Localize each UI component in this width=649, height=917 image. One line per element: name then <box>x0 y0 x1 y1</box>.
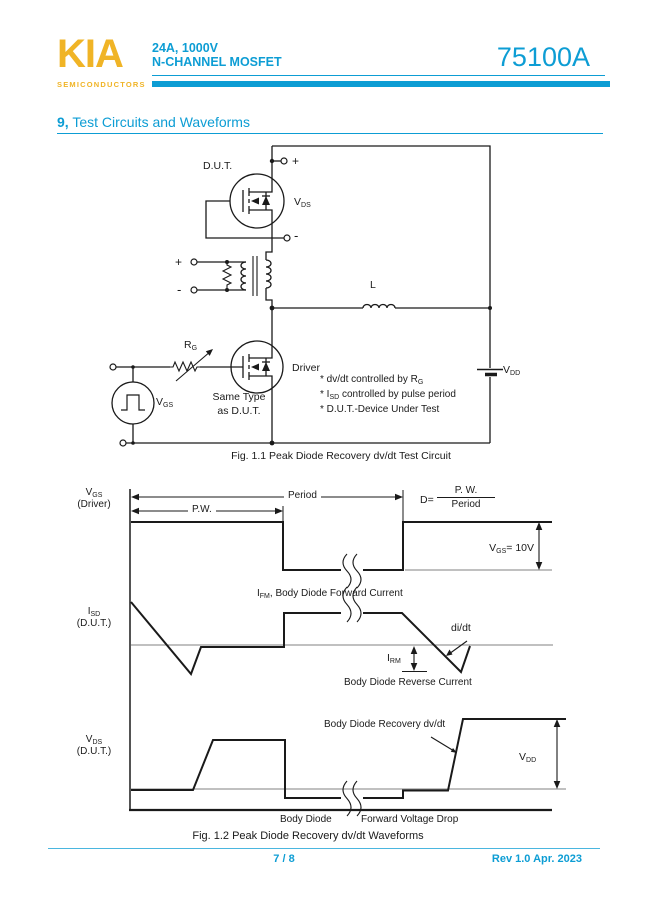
vds-sub: DS <box>301 202 311 209</box>
brand-logo-subtext: SEMICONDUCTORS <box>57 80 146 89</box>
page-number: 7 / 8 <box>273 853 295 865</box>
ifm-base: I <box>257 588 260 599</box>
note-isd-a: * I <box>320 389 330 400</box>
duty-fraction-num: P. W. <box>437 485 495 498</box>
ifm-sub: FM <box>259 593 270 600</box>
vdd-base: V <box>503 364 511 376</box>
driver-label: Driver <box>292 362 320 374</box>
isd-axis-paren: (D.U.T.) <box>76 618 112 629</box>
vds-axis-symbol <box>60 734 128 746</box>
reverse-current-label: Body Diode Reverse Current <box>344 677 472 688</box>
circuit-notes <box>320 372 456 417</box>
vds-axis-label <box>60 734 128 758</box>
vgs-source-label <box>156 396 173 408</box>
fwd-drop-label: Forward Voltage Drop <box>361 814 459 825</box>
vgs-base: V <box>156 396 164 408</box>
xfmr-plus-label: + <box>175 255 183 269</box>
vds-axis-sub: DS <box>92 739 103 746</box>
vgs-axis-paren: (Driver) <box>77 499 111 510</box>
vds-label <box>294 196 311 208</box>
isd-axis-label <box>60 606 128 630</box>
vds-base: V <box>294 196 302 208</box>
note-isd-sub: SD <box>329 394 340 401</box>
fig1-caption: Fig. 1.1 Peak Diode Recovery dv/dt Test Circuit <box>231 450 451 462</box>
vdd-waveform-label <box>519 751 536 763</box>
isd-axis-sub: SD <box>90 611 101 618</box>
body-diode-label: Body Diode <box>280 814 332 825</box>
revision-label: Rev 1.0 Apr. 2023 <box>491 853 582 865</box>
ifm-label <box>257 588 403 599</box>
rg-base: R <box>184 339 192 351</box>
section-title-text: Test Circuits and Waveforms <box>72 114 250 130</box>
inductor <box>363 305 395 308</box>
note-dvdt <box>320 372 456 387</box>
didt-label: di/dt <box>451 622 471 634</box>
vds-axis-paren: (D.U.T.) <box>76 746 112 757</box>
terminal-plus-label: + <box>292 154 300 168</box>
same-type-line1: Same Type <box>212 391 266 403</box>
note-isd <box>320 387 456 402</box>
terminal-minus-label: - <box>294 228 299 243</box>
duty-fraction <box>437 485 495 510</box>
vds-waveform <box>131 719 566 816</box>
vdd-sub: DD <box>510 370 521 377</box>
device-spec-line2: N-CHANNEL MOSFET <box>152 55 282 69</box>
isd-waveform <box>131 587 553 674</box>
vgs10-sub: GS <box>496 548 507 555</box>
vgs10-rest: = 10V <box>506 542 534 554</box>
duty-fraction-den: Period <box>451 499 481 510</box>
note-dut: * D.U.T.-Device Under Test <box>320 404 440 415</box>
vdd-battery <box>477 370 503 375</box>
rg-sub: G <box>191 345 198 352</box>
irm-sub: RM <box>389 658 401 665</box>
vdd-wf-base: V <box>519 751 527 763</box>
note-dvdt-sub: G <box>417 379 424 386</box>
period-label: Period <box>284 490 321 501</box>
vgs-axis-symbol <box>60 487 128 499</box>
footer-rule <box>48 848 600 849</box>
same-type-line2: as D.U.T. <box>217 404 261 417</box>
section-number: 9, <box>57 114 69 130</box>
dut-label: D.U.T. <box>203 160 233 172</box>
vdd-label <box>503 364 520 376</box>
duty-eq-label: D= <box>420 494 434 506</box>
vgs-axis-label <box>60 487 128 511</box>
vdd-wf-sub: DD <box>526 757 537 764</box>
isd-axis-base: I <box>87 606 91 617</box>
vgs-pulse-source <box>112 382 154 424</box>
waveform-axes <box>129 489 552 810</box>
vgs10-base: V <box>489 542 497 554</box>
same-type-label <box>193 391 285 418</box>
isd-axis-symbol <box>60 606 128 618</box>
ifm-rest: , Body Diode Forward Current <box>269 588 403 599</box>
vds-axis-base: V <box>85 734 93 745</box>
inductor-label: L <box>370 279 376 291</box>
vgs-axis-base: V <box>85 487 93 498</box>
irm-label <box>387 652 401 664</box>
vgs-sub: GS <box>163 402 174 409</box>
pw-label: P.W. <box>188 504 216 515</box>
vgs10-label <box>458 542 534 554</box>
part-number: 75100A <box>496 42 590 72</box>
xfmr-minus-label: - <box>177 282 182 297</box>
note-isd-b: controlled by pulse period <box>339 389 456 400</box>
note-dvdt-text: * dv/dt controlled by R <box>320 374 418 385</box>
fig2-caption: Fig. 1.2 Peak Diode Recovery dv/dt Waveforms <box>192 830 424 842</box>
brand-logo: KIA <box>57 32 123 76</box>
irm-base: I <box>387 652 390 664</box>
dut-mosfet-symbol <box>230 173 284 228</box>
recovery-dvdt-label: Body Diode Recovery dv/dt <box>324 719 446 730</box>
rg-resistor <box>170 349 213 381</box>
rg-label <box>184 339 197 351</box>
device-spec-line1: 24A, 1000V <box>152 41 219 55</box>
vgs-axis-sub: GS <box>92 492 103 499</box>
